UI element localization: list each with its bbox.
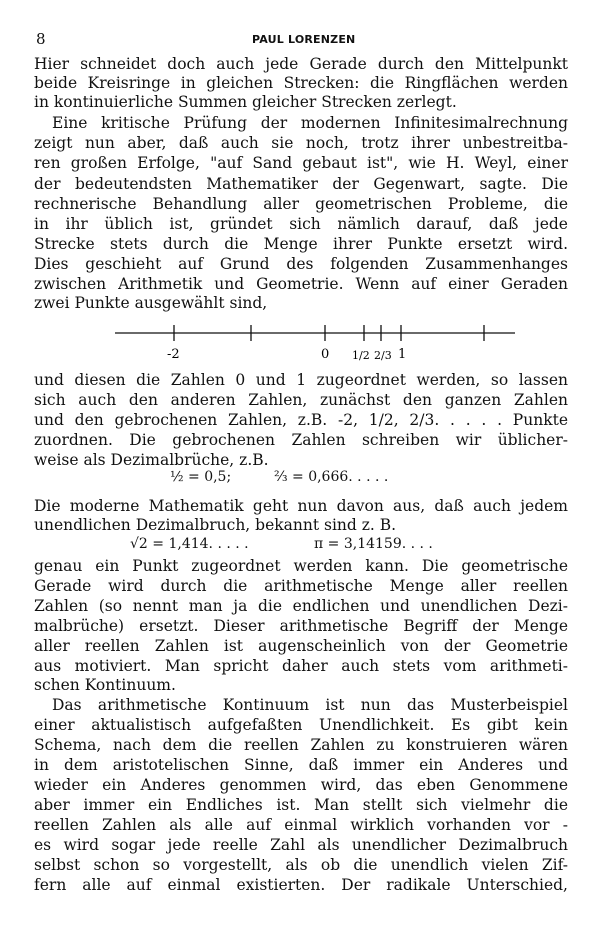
text-line: reellen Zahlen als alle auf einmal wirklich vorhanden vor - bbox=[34, 816, 568, 834]
text-line: Eine kritische Prüfung der modernen Infinitesimalrechnung bbox=[52, 114, 568, 132]
text-line: unendlichen Dezimalbruch, bekannt sind z. B. bbox=[34, 516, 397, 534]
text-line: Strecke stets durch die Menge ihrer Punkte ersetzt wird. bbox=[34, 235, 568, 253]
tick-label: 1 bbox=[398, 347, 407, 362]
formula-sqrt2: √2 = 1,414. . . . . bbox=[130, 536, 249, 552]
text-line: beide Kreisringe in gleichen Strecken: die Ringflächen werden bbox=[34, 74, 568, 92]
text-line: fern alle auf einmal existierten. Der radikale Unterschied, bbox=[34, 876, 568, 894]
text-line: in ihr üblich ist, gründet sich nämlich darauf, daß jede bbox=[34, 215, 568, 233]
formula-half: ½ = 0,5; bbox=[170, 469, 232, 485]
text-line: und den gebrochenen Zahlen, z.B. -2, 1/2, 2/3. . . . . Punkte bbox=[34, 411, 568, 429]
text-line: Hier schneidet doch auch jede Gerade durch den Mittelpunkt bbox=[34, 55, 568, 73]
text-line: aber immer ein Endliches ist. Man stellt sich vielmehr die bbox=[34, 796, 568, 814]
text-line: Die moderne Mathematik geht nun davon aus, daß auch jedem bbox=[34, 497, 568, 515]
text-line: wieder ein Anderes genommen wird, das eben Genommene bbox=[34, 776, 568, 794]
text-line: zwei Punkte ausgewählt sind, bbox=[34, 294, 268, 312]
text-line: und diesen die Zahlen 0 und 1 zugeordnet werden, so lassen bbox=[34, 371, 568, 389]
text-line: einer aktualistisch aufgefaßten Unendlichkeit. Es gibt kein bbox=[34, 716, 568, 734]
text-line: aus motiviert. Man spricht daher auch stets vom arithmeti- bbox=[34, 657, 568, 675]
text-line: es wird sogar jede reelle Zahl als unendlicher Dezimalbruch bbox=[34, 836, 568, 854]
text-line: selbst schon so vorgestellt, als ob die unendlich vielen Zif- bbox=[34, 856, 568, 874]
text-line: weise als Dezimalbrüche, z.B. bbox=[34, 451, 269, 469]
page-number: 8 bbox=[36, 30, 46, 48]
tick-label: 1/2 bbox=[352, 349, 370, 362]
text-line: genau ein Punkt zugeordnet werden kann. Die geometrische bbox=[34, 557, 568, 575]
text-line: Gerade wird durch die arithmetische Menge aller reellen bbox=[34, 577, 568, 595]
text-line: zeigt nun aber, daß auch sie noch, trotz ihrer unbestreitba- bbox=[34, 134, 568, 152]
text-line: der bedeutendsten Mathematiker der Gegenwart, sagte. Die bbox=[34, 175, 568, 193]
text-line: Dies geschieht auf Grund des folgenden Zusammenhanges bbox=[34, 255, 568, 273]
tick-label: 2/3 bbox=[374, 349, 392, 362]
text-line: sich auch den anderen Zahlen, zunächst den ganzen Zahlen bbox=[34, 391, 568, 409]
text-line: zwischen Arithmetik und Geometrie. Wenn auf einer Geraden bbox=[34, 275, 568, 293]
formula-pi: π = 3,14159. . . . bbox=[314, 536, 433, 552]
text-line: malbrüche) ersetzt. Dieser arithmetische Begriff der Menge bbox=[34, 617, 568, 635]
text-line: Schema, nach dem die reellen Zahlen zu konstruieren wären bbox=[34, 736, 568, 754]
text-line: Zahlen (so nennt man ja die endlichen und unendlichen Dezi- bbox=[34, 597, 568, 615]
text-line: in dem aristotelischen Sinne, daß immer ein Anderes und bbox=[34, 756, 568, 774]
running-head: PAUL LORENZEN bbox=[252, 33, 356, 46]
formula-two-thirds: ⅔ = 0,666. . . . . bbox=[274, 469, 389, 485]
tick-label: -2 bbox=[167, 347, 180, 362]
text-line: zuordnen. Die gebrochenen Zahlen schreiben wir üblicher- bbox=[34, 431, 568, 449]
text-line: aller reellen Zahlen ist augenscheinlich von der Geometrie bbox=[34, 637, 568, 655]
text-line: rechnerische Behandlung aller geometrischen Probleme, die bbox=[34, 195, 568, 213]
text-line: schen Kontinuum. bbox=[34, 676, 176, 694]
text-line: Das arithmetische Kontinuum ist nun das Musterbeispiel bbox=[52, 696, 568, 714]
text-line: ren großen Erfolge, "auf Sand gebaut ist", wie H. Weyl, einer bbox=[34, 154, 568, 172]
tick-label: 0 bbox=[321, 347, 330, 362]
text-line: in kontinuierliche Summen gleicher Strecken zerlegt. bbox=[34, 93, 457, 111]
